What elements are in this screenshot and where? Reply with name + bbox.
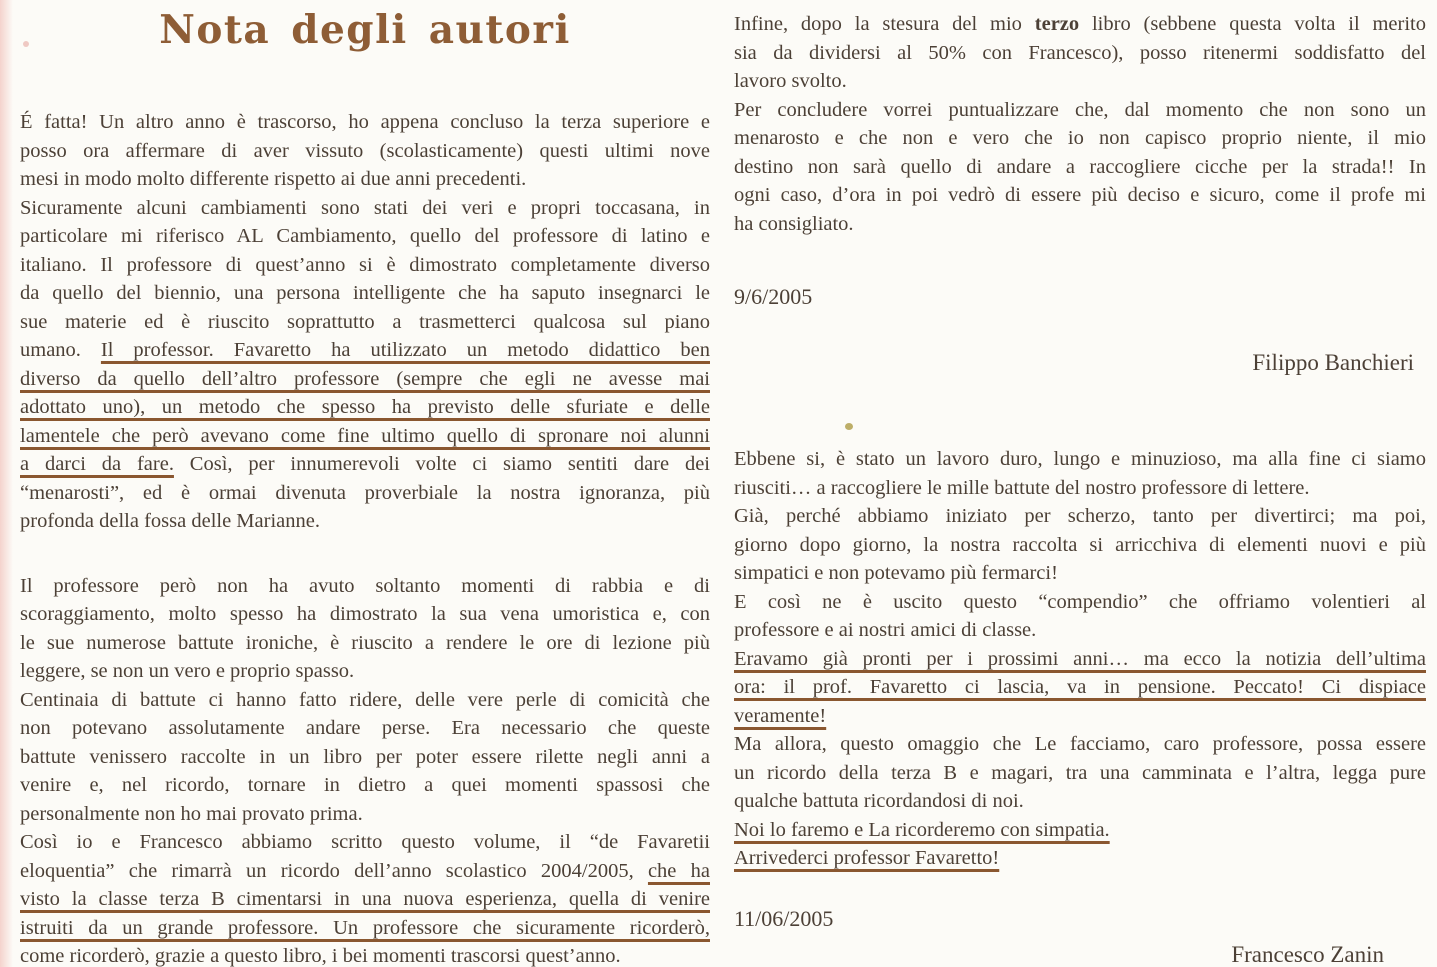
text-segment: terzo (1034, 13, 1080, 35)
underlined-text-segment: lamentele che però avevano come fine ultimo quello di spronare noi alunni (20, 424, 710, 447)
text-line (20, 629, 710, 658)
page-title: Nota degli autori (159, 7, 571, 53)
text-line (20, 165, 710, 194)
text-segment: professore e ai nostri amici di classe. (734, 619, 1037, 641)
text-line (20, 393, 710, 422)
text-line (20, 914, 710, 943)
paragraph (734, 730, 1426, 816)
paragraph (20, 108, 710, 194)
text-line (20, 857, 710, 886)
text-line (20, 885, 710, 914)
text-segment: E così ne è uscito questo “compendio” che offriamo volentieri al (734, 590, 1426, 613)
text-line (20, 108, 710, 137)
paragraph-gap (20, 536, 710, 572)
left-column (20, 0, 710, 967)
text-line (20, 137, 710, 166)
text-line (734, 181, 1426, 210)
text-line (20, 251, 710, 280)
text-line (20, 194, 710, 223)
underlined-text-segment: visto la classe terza B cimentarsi in una nuova esperienza, quella di venire (20, 888, 710, 910)
text-segment: giorno dopo giorno, la nostra raccolta si arricchiva di elementi nuovi e più (734, 533, 1426, 556)
text-line (734, 559, 1426, 588)
text-line (20, 336, 710, 365)
text-line (20, 279, 710, 308)
text-line (734, 673, 1426, 702)
text-segment: mesi in modo molto differente rispetto ai due anni precedenti. (20, 168, 527, 190)
text-segment: Infine, dopo la stesura del mio (734, 13, 1035, 35)
text-segment: destino non sarà quello di andare a raccogliere cicche per la strada!! In (734, 155, 1426, 178)
paragraph-gap (734, 238, 1426, 283)
text-line (20, 714, 710, 743)
underlined-text-segment: ora: il prof. Favaretto ci lascia, va in pensione. Peccato! Ci dispiace (734, 676, 1426, 698)
paragraph-gap (734, 933, 1426, 941)
text-segment: ha consigliato. (734, 212, 854, 235)
paragraph (734, 645, 1426, 731)
paragraph (734, 588, 1426, 645)
date-label: 9/6/2005 (734, 284, 813, 309)
underlined-text-segment: Noi lo faremo e La ricorderemo con simpatia. (734, 818, 1110, 841)
text-line (734, 588, 1426, 617)
text-segment: libro (sebbene questa volta il merito (1079, 13, 1426, 35)
text-segment: le sue numerose battute ironiche, è riuscito a rendere le ore di lezione più (20, 631, 710, 654)
text-segment: É fatta! Un altro anno è trascorso, ho appena concluso la terza superiore e (20, 111, 710, 133)
paragraph (734, 502, 1426, 588)
date-label: 11/06/2005 (734, 905, 834, 931)
text-line (20, 942, 710, 967)
paragraph (20, 686, 710, 829)
text-line (20, 572, 710, 601)
paragraph (734, 445, 1426, 502)
paragraph-gap (734, 312, 1426, 349)
text-line (734, 10, 1426, 39)
text-line (734, 96, 1426, 125)
text-line (20, 828, 710, 857)
text-segment: riusciti… a raccogliere le mille battute del nostro professore di lettere. (734, 476, 1310, 499)
text-line (734, 787, 1426, 816)
text-segment: leggere, se non un vero e proprio spasso. (20, 660, 355, 682)
underlined-text-segment: veramente! (734, 704, 827, 727)
text-segment: Per concludere vorrei puntualizzare che, dal momento che non sono un (734, 98, 1426, 121)
text-line (20, 422, 710, 451)
text-segment: Così io e Francesco abbiamo scritto questo volume, il “de Favaretii (20, 831, 710, 853)
text-line (734, 39, 1426, 68)
signature-name: Francesco Zanin (1231, 942, 1384, 967)
text-line (20, 657, 710, 686)
text-line (734, 730, 1426, 759)
text-segment: battute venissero raccolte in un libro per poter essere rilette negli anni a (20, 745, 710, 768)
text-segment: particolare mi riferisco AL Cambiamento, quello del professore di latino e (20, 225, 710, 247)
text-line (20, 800, 710, 829)
right-column-text (734, 10, 1426, 967)
underlined-text-segment: istruiti da un grande professore. Un professore che sicuramente ricorderò, (20, 916, 710, 939)
text-line (20, 450, 710, 479)
paragraph (20, 572, 710, 686)
underlined-text-segment: Il professor. Favaretto ha utilizzato un metodo didattico ben (100, 339, 710, 361)
text-line (734, 844, 1426, 873)
text-segment: Già, perché abbiamo iniziato per scherzo, tanto per divertirci; ma poi, (734, 505, 1426, 527)
text-segment: lavoro svolto. (734, 70, 847, 92)
text-segment: Così, per innumerevoli volte ci siamo sentiti dare dei (173, 453, 710, 475)
text-segment: simpatici e non potevamo più fermarci! (734, 562, 1058, 584)
text-line (734, 616, 1426, 645)
text-segment: venire e, nel ricordo, tornare in dietro a quei momenti spassosi che (20, 774, 710, 796)
paragraph (734, 844, 1426, 873)
paragraph-gap (734, 377, 1426, 445)
text-line (734, 153, 1426, 182)
underlined-text-segment: diverso da quello dell’altro professore (sempre che egli ne avesse mai (20, 367, 710, 390)
underlined-text-segment: che ha (647, 859, 710, 882)
paragraph-gap (734, 873, 1426, 905)
text-line (20, 600, 710, 629)
text-segment: sue materie ed è riuscito soprattutto a trasmetterci qualcosa sul piano (20, 310, 710, 333)
text-line (20, 771, 710, 800)
text-line (20, 743, 710, 772)
text-line (734, 445, 1426, 474)
text-line (734, 210, 1426, 239)
paragraph (734, 96, 1426, 239)
underlined-text-segment: a darci da fare. (20, 453, 174, 475)
text-line (20, 308, 710, 337)
text-segment: Sicuramente alcuni cambiamenti sono stati dei veri e propri toccasana, in (20, 196, 710, 219)
underlined-text-segment: adottato uno), un metodo che spesso ha previsto delle sfuriate e delle (20, 396, 710, 418)
underlined-text-segment: Eravamo già pronti per i prossimi anni… ma ecco la notizia dell’ultima (734, 647, 1426, 670)
text-segment: italiano. Il professore di quest’anno si è dimostrato completamente diverso (20, 253, 710, 276)
signature-name: Filippo Banchieri (1252, 349, 1414, 375)
text-segment: qualche battuta ricordandosi di noi. (734, 790, 1024, 812)
text-segment: umano. (20, 339, 101, 361)
text-segment: sia da dividersi al 50% con Francesco), posso ritenermi soddisfatto del (734, 41, 1426, 64)
text-line (20, 507, 710, 536)
text-segment: un ricordo della terza B e magari, tra una camminata e l’altra, legga pure (734, 761, 1426, 784)
text-line (20, 686, 710, 715)
text-line (734, 816, 1426, 845)
text-segment: Ma allora, questo omaggio che Le facciamo, caro professore, possa essere (734, 733, 1426, 755)
right-column (734, 0, 1426, 967)
text-line (734, 645, 1426, 674)
text-line (734, 531, 1426, 560)
paragraph (734, 10, 1426, 96)
text-segment: Ebbene si, è stato un lavoro duro, lungo e minuzioso, ma alla fine ci siamo (734, 448, 1426, 470)
text-segment: Centinaia di battute ci hanno fatto ridere, delle vere perle di comicità che (20, 688, 710, 711)
text-line (20, 222, 710, 251)
paragraph (734, 816, 1426, 845)
underlined-text-segment: come ricorderò, grazie a questo libro, i bei momenti trascorsi quest’anno. (20, 945, 621, 967)
text-segment: scoraggiamento, molto spesso ha dimostrato la sua vena umoristica e, con (20, 603, 710, 625)
text-line (734, 759, 1426, 788)
text-segment: menarosto e che non e vero che io non capisco proprio niente, il mio (734, 127, 1426, 149)
text-line (734, 474, 1426, 503)
text-line (20, 479, 710, 508)
text-segment: “menarosti”, ed è ormai divenuta proverbiale la nostra ignoranza, più (20, 481, 710, 504)
paragraph (20, 828, 710, 967)
text-segment: eloquentia” che rimarrà un ricordo dell’anno scolastico 2004/2005, (20, 859, 648, 882)
text-segment: personalmente non ho mai provato prima. (20, 802, 363, 825)
text-segment: non potevano assolutamente andare perse. Era necessario che queste (20, 717, 710, 739)
text-line (734, 502, 1426, 531)
text-segment: ogni caso, d’ora in poi vedrò di essere più deciso e sicuro, come il profe mi (734, 184, 1426, 206)
text-segment: Il professore però non ha avuto soltanto momenti di rabbia e di (20, 574, 710, 597)
text-line (734, 702, 1426, 731)
underlined-text-segment: Arrivederci professor Favaretto! (734, 847, 1000, 869)
text-line (20, 365, 710, 394)
text-segment: posso ora affermare di aver vissuto (scolasticamente) questi ultimi nove (20, 139, 710, 162)
text-segment: profonda della fossa delle Marianne. (20, 510, 320, 532)
paragraph (20, 194, 710, 536)
left-column-text (20, 108, 710, 967)
scan-edge-artifact (0, 0, 13, 967)
text-line (734, 124, 1426, 153)
text-line (734, 67, 1426, 96)
text-segment: da quello del biennio, una persona intelligente che ha saputo insegnarci le (20, 282, 710, 304)
